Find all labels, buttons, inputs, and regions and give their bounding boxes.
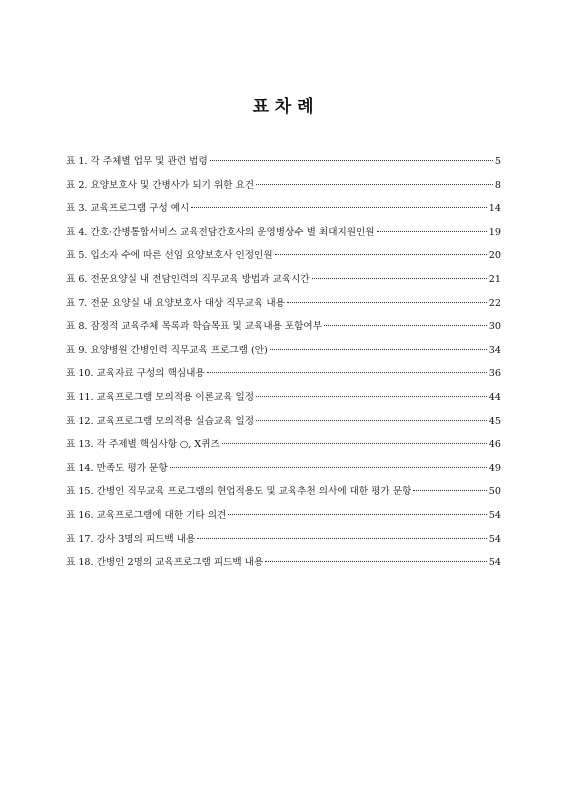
toc-entry[interactable] (66, 295, 501, 319)
toc-leader-dots (324, 325, 487, 326)
toc-entry-page-number: 50 (488, 486, 501, 498)
toc-entry[interactable] (66, 389, 501, 413)
toc-entry-page-number: 44 (488, 391, 501, 403)
toc-entry-page-number: 54 (488, 533, 501, 545)
toc-leader-dots (256, 396, 487, 397)
toc-entry-page-number: 14 (488, 203, 501, 215)
toc-entry[interactable] (66, 224, 501, 248)
toc-entry-page-number: 19 (488, 226, 501, 238)
toc-entry-page-number: 45 (488, 415, 501, 427)
toc-entry[interactable] (66, 507, 501, 531)
toc-entry-page-number: 54 (488, 509, 501, 521)
page-title: 표 차 례 (252, 97, 314, 117)
toc-entry[interactable] (66, 365, 501, 389)
toc-entry-label: 표 4. 간호·간병통합서비스 교육전담간호사의 운영병상수 별 최대지원인원 (66, 226, 375, 238)
toc-entry[interactable] (66, 413, 501, 437)
toc-leader-dots (197, 538, 486, 539)
toc-entry-label: 표 7. 전문 요양실 내 요양보호사 대상 직무교육 내용 (66, 297, 285, 309)
toc-leader-dots (275, 254, 487, 255)
toc-entry-page-number: 20 (488, 250, 501, 262)
toc-leader-dots (207, 372, 487, 373)
toc-entry-label: 표 15. 간병인 직무교육 프로그램의 현업적용도 및 교육추천 의사에 대한 평가 문항 (66, 486, 412, 498)
toc-entry-page-number: 22 (488, 297, 501, 309)
toc-entry-label: 표 13. 각 주제별 핵심사항 ○, X퀴즈 (66, 439, 220, 451)
toc-entry-label: 표 3. 교육프로그램 구성 예시 (66, 203, 190, 215)
toc-entry-label: 표 10. 교육자료 구성의 핵심내용 (66, 368, 205, 380)
toc-entry[interactable] (66, 247, 501, 271)
toc-entry-label: 표 16. 교육프로그램에 대한 기타 의견 (66, 509, 227, 521)
toc-leader-dots (287, 302, 487, 303)
toc-entry-label: 표 5. 입소자 수에 따른 선임 요양보호사 인정인원 (66, 250, 273, 262)
toc-leader-dots (210, 160, 493, 161)
toc-entry[interactable] (66, 342, 501, 366)
toc-entry-label: 표 6. 전문요양실 내 전담인력의 직무교육 방법과 교육시간 (66, 273, 310, 285)
toc-entry-label: 표 8. 잠정적 교육주체 목록과 학습목표 및 교육내용 포함여부 (66, 321, 322, 333)
toc-entry[interactable] (66, 200, 501, 224)
toc-leader-dots (228, 514, 487, 515)
toc-entry[interactable] (66, 436, 501, 460)
toc-entry-page-number: 34 (488, 344, 501, 356)
toc-leader-dots (270, 349, 487, 350)
toc-entry-label: 표 9. 요양병원 간병인력 직무교육 프로그램 (안) (66, 344, 268, 356)
toc-entry-page-number: 46 (488, 439, 501, 451)
toc-entry[interactable] (66, 460, 501, 484)
toc-leader-dots (312, 278, 487, 279)
toc-leader-dots (256, 184, 493, 185)
toc-leader-dots (413, 490, 486, 491)
toc-entry-label: 표 11. 교육프로그램 모의적용 이론교육 일정 (66, 391, 255, 403)
toc-entry-label: 표 12. 교육프로그램 모의적용 실습교육 일정 (66, 415, 255, 427)
toc-entry[interactable] (66, 531, 501, 555)
toc-entry-page-number: 5 (494, 156, 501, 167)
toc-leader-dots (256, 420, 487, 421)
toc-entry[interactable] (66, 483, 501, 507)
toc-entry-page-number: 8 (494, 179, 501, 191)
toc-entry[interactable] (66, 177, 501, 201)
toc-entry-page-number: 30 (488, 321, 501, 333)
toc-entry-label: 표 18. 간병인 2명의 교육프로그램 피드백 내용 (66, 557, 264, 569)
toc-leader-dots (222, 443, 487, 444)
toc-entry-label: 표 14. 만족도 평가 문항 (66, 462, 168, 474)
toc-entry-label: 표 1. 각 주체별 업무 및 관련 법령 (66, 156, 208, 167)
toc-entry-page-number: 21 (488, 273, 501, 285)
toc-leader-dots (377, 231, 487, 232)
toc-leader-dots (170, 467, 487, 468)
toc-entry-label: 표 2. 요양보호사 및 간병사가 되기 위한 요건 (66, 179, 255, 191)
toc-entry-label: 표 17. 강사 3명의 피드백 내용 (66, 533, 196, 545)
toc-entry[interactable] (66, 153, 501, 177)
toc-entry[interactable] (66, 271, 501, 295)
toc-entry-page-number: 36 (488, 368, 501, 380)
toc-leader-dots (265, 561, 487, 562)
toc-leader-dots (191, 207, 486, 208)
toc-entry-page-number: 54 (488, 557, 501, 569)
toc-entry[interactable] (66, 554, 501, 578)
toc-entry[interactable] (66, 318, 501, 342)
table-of-tables-list (66, 153, 501, 578)
toc-entry-page-number: 49 (488, 462, 501, 474)
